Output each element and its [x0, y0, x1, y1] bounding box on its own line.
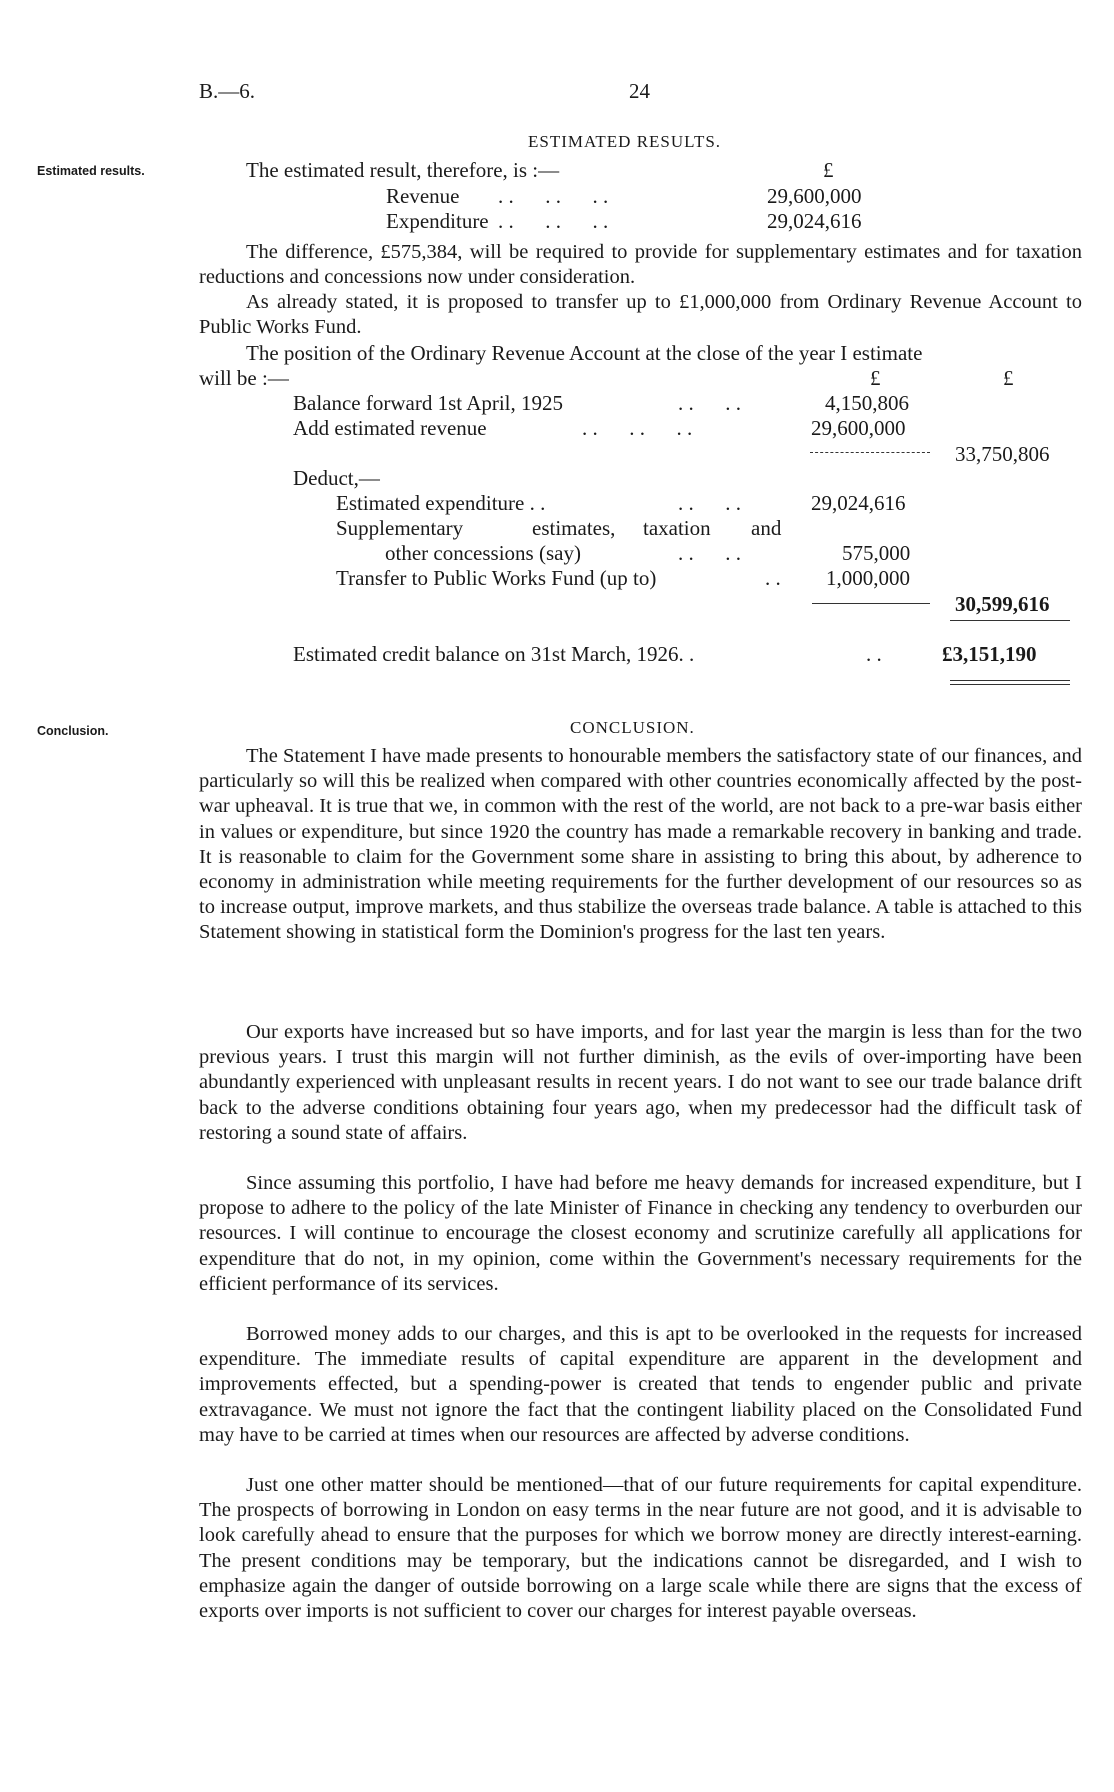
add-revenue-label: Add estimated revenue: [293, 416, 487, 440]
transfer-value: 1,000,000: [826, 566, 910, 590]
credit-balance-value: £3,151,190: [942, 642, 1037, 666]
conclusion-paragraph-5: Just one other matter should be mentioned—that of our future requirements for capital expenditure. The prospects of borrowing in London on easy terms in the near future are not good, and it is advisable to look carefully ahead to ensure that the purposes for which we borrow money are directly interest-earning. The present conditions may be temporary, but the indications cannot be disregarded, and I wish to emphasize again the danger of outside borrowing on a large scale while there are signs that the excess of exports over imports is not sufficient to cover our charges for interest payable overseas.: [199, 1474, 1082, 1623]
balance-forward-value: 4,150,806: [825, 391, 909, 415]
subtotal-rule: [810, 452, 930, 453]
transfer-label: Transfer to Public Works Fund (up to): [336, 566, 657, 590]
subtotal-value: 33,750,806: [955, 442, 1050, 466]
credit-double-rule-2: [950, 684, 1070, 685]
report-reference: B.—6.: [199, 79, 256, 103]
expenditure-dots: . . . . . .: [498, 209, 609, 233]
estimated-expenditure-dots: . . . .: [678, 491, 741, 515]
page-number: 24: [629, 79, 650, 103]
credit-balance-label: Estimated credit balance on 31st March, 1926. .: [293, 642, 695, 666]
position-paragraph-line1: The position of the Ordinary Revenue Account at the close of the year I estimate: [246, 341, 923, 365]
balance-forward-label: Balance forward 1st April, 1925: [293, 391, 564, 415]
revenue-value: 29,600,000: [767, 184, 862, 208]
credit-balance-dots: . .: [866, 642, 882, 666]
difference-paragraph: The difference, £575,384, will be required to provide for supplementary estimates and for taxation reductions and concessions now under consideration.: [199, 241, 1082, 289]
conclusion-paragraph-4: Borrowed money adds to our charges, and this is apt to be overlooked in the requests for increased expenditure. The immediate results of capital expenditure are apparent in the development and improvements effected, but a spending-power is created that tends to engender public and private extravagance. We must not ignore the fact that the contingent liability placed on the Consolidated Fund may have to be carried at times when our resources are affected by adverse conditions.: [199, 1323, 1082, 1446]
deduct-label: Deduct,—: [293, 466, 380, 490]
position-paragraph-line2: will be :—: [199, 366, 289, 390]
add-revenue-dots: . . . . . .: [582, 416, 693, 440]
revenue-label: Revenue: [386, 184, 460, 208]
account-pound-col2: £: [1003, 366, 1014, 390]
estimates-word: estimates,: [532, 516, 616, 540]
account-pound-col1: £: [870, 366, 881, 390]
credit-double-rule-1: [950, 680, 1070, 681]
balance-forward-dots: . . . .: [678, 391, 741, 415]
taxation-word: taxation: [643, 516, 711, 540]
margin-note-estimated-results: Estimated results.: [37, 164, 145, 178]
other-concessions-value: 575,000: [842, 541, 911, 565]
revenue-dots: . . . . . .: [498, 184, 609, 208]
section-heading-conclusion: CONCLUSION.: [570, 718, 695, 737]
margin-note-conclusion: Conclusion.: [37, 724, 109, 738]
conclusion-paragraph-3: Since assuming this portfolio, I have had before me heavy demands for increased expenditure, but I propose to adhere to the policy of the late Minister of Finance in checking any tendency to overburden our resources. I will continue to encourage the closest economy and scrutinize carefully all applications for expenditure that do not, in my opinion, come within the Government's necessary requirements for the efficient performance of its services.: [199, 1172, 1082, 1295]
deduct-total-value: 30,599,616: [955, 592, 1050, 616]
conclusion-paragraph-2: Our exports have increased but so have imports, and for last year the margin is less than for the two previous years. I trust this margin will not further diminish, as the evils of over-importing have been abundantly experienced with unpleasant results in recent years. I do not want to see our trade balance drift back to the adverse conditions obtaining four years ago, when my predecessor had the difficult task of restoring a sound state of affairs.: [199, 1021, 1082, 1144]
transfer-paragraph: As already stated, it is proposed to transfer up to £1,000,000 from Ordinary Revenue Account to Public Works Fund.: [199, 291, 1082, 339]
expenditure-value: 29,024,616: [767, 209, 862, 233]
and-word: and: [751, 516, 782, 540]
estimated-expenditure-value: 29,024,616: [811, 491, 906, 515]
deduct-total-rule: [812, 603, 930, 604]
expenditure-label: Expenditure: [386, 209, 489, 233]
pound-column-header: £: [823, 158, 834, 182]
estimated-intro: The estimated result, therefore, is :—: [246, 158, 560, 182]
add-revenue-value: 29,600,000: [811, 416, 906, 440]
supplementary-word: Supplementary: [336, 516, 464, 540]
transfer-dots: . .: [765, 566, 781, 590]
other-concessions-label: other concessions (say): [385, 541, 581, 565]
conclusion-paragraph-1: The Statement I have made presents to honourable members the satisfactory state of our finances, and particularly so will this be realized when compared with other countries economically affected by the post-war upheaval. It is true that we, in common with the rest of the world, are not back to a pre-war basis either in values or expenditure, but since 1920 the country has made a remarkable recovery in banking and trade. It is reasonable to claim for the Government some share in assisting to bring this about, by adherence to economy in administration while meeting requirements for the further development of our resources so as to increase output, improve markets, and thus stabilize the overseas trade balance. A table is attached to this Statement showing in statistical form the Dominion's progress for the last ten years.: [199, 745, 1082, 944]
estimated-expenditure-label: Estimated expenditure . .: [336, 491, 546, 515]
section-heading-estimated-results: ESTIMATED RESULTS.: [528, 132, 722, 151]
credit-rule-top: [950, 620, 1070, 621]
other-concessions-dots: . . . .: [678, 541, 741, 565]
